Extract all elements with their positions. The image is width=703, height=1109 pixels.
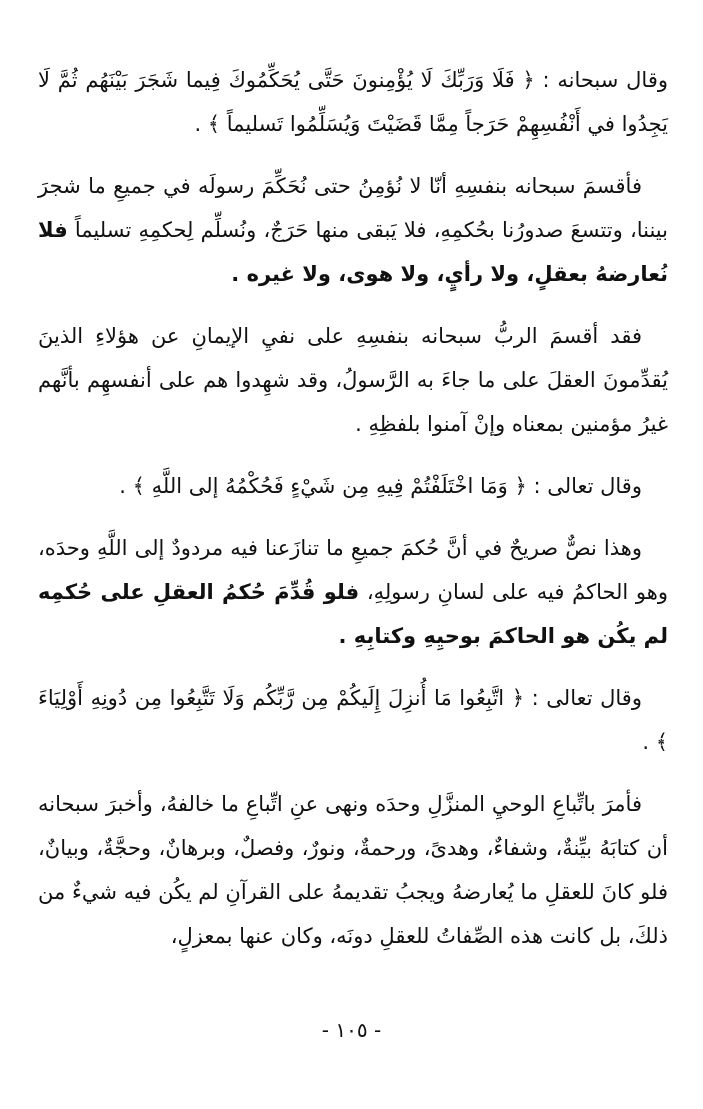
paragraph [38, 526, 668, 658]
text-segment: فأمرَ باتِّباعِ الوحيِ المنزَّلِ وحدَه ونهى عنِ اتِّباعِ ما خالفهُ، وأخبرَ سبحانه أن كتابَهُ بيِّنةٌ، وشفاءٌ، وهدىً، ورحمةٌ، ونورٌ، وفصلٌ، وبرهانٌ، وحجَّةٌ، وبيانٌ، فلو كانَ للعقلِ ما يُعارضهُ ويجبُ تقديمهُ على القرآنِ لم يكُن فيه شيءٌ من ذلكَ، بل كانت هذه الصِّفاتُ للعقلِ دونَه، وكان عنها بمعزلٍ، [38, 792, 668, 948]
paragraph [38, 314, 668, 446]
text-segment: فقد أقسمَ الربُّ سبحانه بنفسِهِ على نفيِ الإيمانِ عن هؤلاءِ الذينَ يُقدِّمونَ العقلَ على ما جاءَ به الرَّسولُ، وقد شهِدوا هم على أنفسهِم بأنَّهم غيرُ مؤمنين بمعناه وإنْ آمنوا بلفظِهِ . [38, 324, 668, 436]
text-segment: وهذا نصٌّ صريحٌ في أنَّ حُكمَ جميعِ ما تنازَعنا فيه مردودٌ إلى اللَّهِ وحدَه، وهو الحاكمُ فيه على لسانِ رسولِهِ، [38, 536, 668, 604]
paragraph [38, 782, 668, 958]
text-segment: وقال تعالى : ﴿ اتَّبِعُوا مَا أُنزِلَ إِلَيكُمْ مِن رَّبِّكُم وَلَا تَتَّبِعُوا مِن دُونِهِ أَوْلِيَاءَ ﴾ . [38, 686, 668, 754]
paragraph [38, 676, 668, 764]
paragraph [38, 164, 668, 296]
text-segment: فأقسمَ سبحانه بنفسِهِ أنّا لا نُؤمِنُ حتى نُحَكِّمَ رسولَه في جميعِ ما شجرَ بيننا، وتتسعَ صدورُنا بحُكمِهِ، فلا يَبقى منها حَرَجٌ، ونُسلِّم لِحكمِهِ تسليماً [38, 174, 668, 242]
page-number: - ١٠٥ - [321, 1018, 382, 1042]
paragraph [38, 464, 668, 508]
page-body [38, 58, 668, 1058]
text-segment: وقال تعالى : ﴿ وَمَا اخْتَلَفْتُمْ فِيهِ مِن شَيْءٍ فَحُكْمُهُ إلى اللَّهِ ﴾ . [119, 474, 642, 498]
text-segment: وقال سبحانه : ﴿ فَلَا وَرَبِّكَ لَا يُؤْمِنونَ حَتَّى يُحَكِّمُوكَ فِيما شَجَرَ بَيْنَهُم ثُمَّ لَا يَجِدُوا في أَنْفُسِهِمْ حَرَجاً مِمَّا قَضَيْتَ وَيُسَلِّمُوا تَسليماً ﴾ . [38, 68, 668, 136]
bold-text-segment: فلا نُعارضهُ بعقلٍ، ولا رأيٍ، ولا هوى، ولا غيره . [38, 218, 668, 286]
paragraph [38, 58, 668, 146]
bold-text-segment: فلو قُدِّمَ حُكمُ العقلِ على حُكمِه لم يكُن هو الحاكمَ بوحيِهِ وكتابِهِ . [38, 580, 668, 648]
